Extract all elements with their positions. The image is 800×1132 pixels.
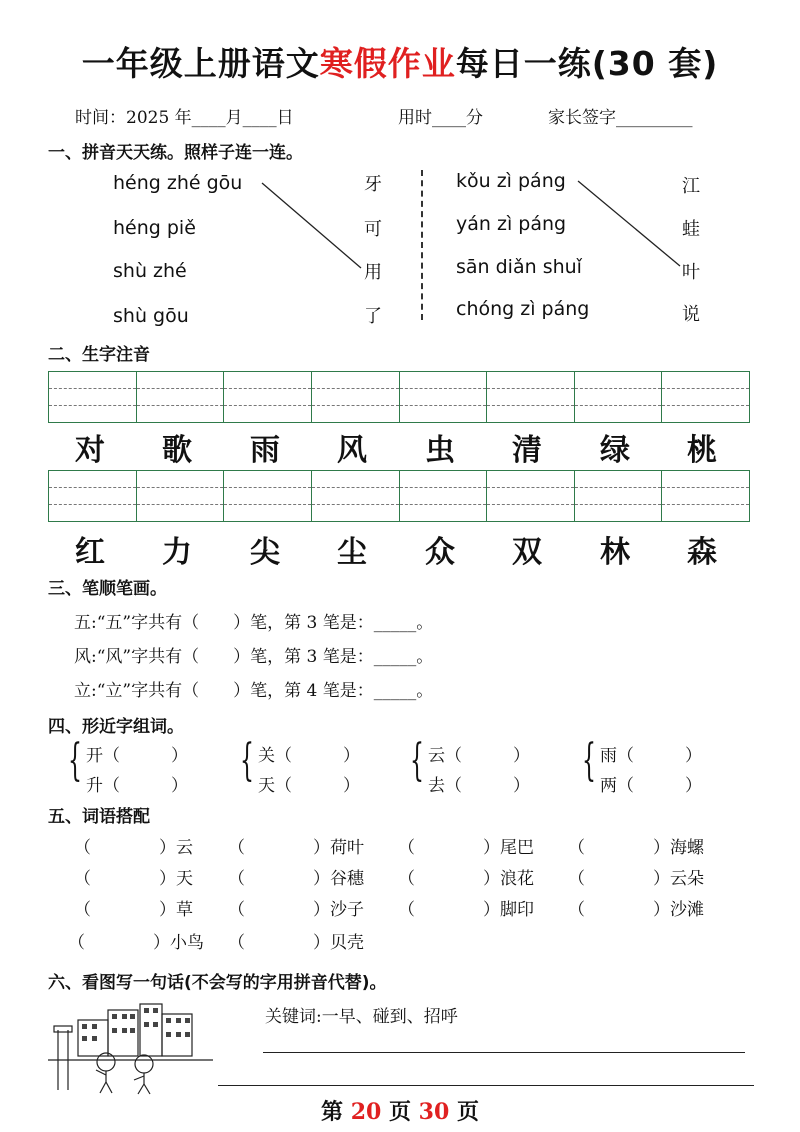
parent-sign-field[interactable]: 家长签字_________ [548,108,693,128]
right-char-1: 江 [682,176,700,197]
char-1-1: 对 [75,433,105,468]
pinyin-grid-2[interactable] [48,470,750,522]
match-2-1[interactable]: （ ）天 [74,869,193,889]
pinyin-cell[interactable] [312,372,400,422]
match-1-2[interactable]: （ ）荷叶 [228,838,364,858]
left-pinyin-4: shù gōu [113,305,189,327]
pair-2-top[interactable]: 关（ ） [258,746,360,766]
char-2-8: 森 [687,535,717,570]
match-3-3[interactable]: （ ）脚印 [398,900,534,920]
section5-heading: 五、词语搭配 [48,807,150,827]
pinyin-cell[interactable] [224,471,312,521]
left-pinyin-3: shù zhé [113,260,187,282]
pair-4-bottom[interactable]: 两（ ） [600,776,702,796]
char-2-3: 尖 [250,535,280,570]
current-page: 20 [350,1099,382,1125]
pinyin-cell[interactable] [224,372,312,422]
school-scene-illustration [48,1000,213,1095]
stroke-line-2[interactable]: 风:“风”字共有（ ）笔，第 3 笔是：_____。 [74,647,434,667]
match-2-2[interactable]: （ ）谷穗 [228,869,364,889]
stroke-line-3[interactable]: 立:“立”字共有（ ）笔，第 4 笔是：_____。 [74,681,434,701]
example-connectors [0,0,800,340]
total-pages: 30 [418,1099,450,1125]
stroke-line-1[interactable]: 五:“五”字共有（ ）笔，第 3 笔是：_____。 [74,613,434,633]
match-1-4[interactable]: （ ）海螺 [568,838,704,858]
keywords: 关键词:一早、碰到、招呼 [265,1007,458,1027]
char-2-5: 众 [425,535,455,570]
page-prefix: 第 [321,1099,344,1125]
char-2-7: 林 [600,535,630,570]
pair-1-top[interactable]: 开（ ） [86,746,188,766]
title-highlight: 寒假作业 [319,44,456,83]
match-1-3[interactable]: （ ）尾巴 [398,838,534,858]
brace-icon: { [240,735,254,786]
match-2-4[interactable]: （ ）云朵 [568,869,704,889]
match-4-2[interactable]: （ ）贝壳 [228,933,364,953]
char-1-4: 风 [337,433,367,468]
left-char-3: 用 [364,262,382,283]
match-4-1[interactable]: （ ）小鸟 [68,933,204,953]
char-2-2: 力 [162,535,192,570]
right-pinyin-4: chóng zì páng [456,298,590,320]
title-part1: 一年级上册语文 [81,44,320,83]
match-3-1[interactable]: （ ）草 [74,900,193,920]
pinyin-cell[interactable] [49,471,137,521]
pinyin-cell[interactable] [400,372,488,422]
right-char-2: 蛙 [682,219,700,240]
brace-icon: { [68,735,82,786]
page-number [0,1095,800,1126]
right-pinyin-1: kǒu zì páng [456,170,566,192]
section4-heading: 四、形近字组词。 [48,717,184,737]
left-char-4: 了 [364,306,382,327]
page-mid: 页 [388,1099,411,1125]
pinyin-cell[interactable] [400,471,488,521]
right-pinyin-2: yán zì páng [456,213,567,235]
example-line-left [262,183,361,268]
pair-2-bottom[interactable]: 天（ ） [258,776,360,796]
pinyin-cell[interactable] [487,372,575,422]
match-1-1[interactable]: （ ）云 [74,838,193,858]
section1-heading: 一、拼音天天练。照样子连一连。 [48,143,303,163]
pinyin-cell[interactable] [137,471,225,521]
char-1-2: 歌 [162,433,192,468]
char-2-1: 红 [75,535,105,570]
char-1-3: 雨 [250,433,280,468]
brace-icon: { [582,735,596,786]
char-1-5: 虫 [425,433,455,468]
pinyin-cell[interactable] [49,372,137,422]
left-pinyin-2: héng piě [113,217,196,239]
page-suffix: 页 [456,1099,479,1125]
pinyin-cell[interactable] [575,372,663,422]
left-pinyin-1: héng zhé gōu [113,172,243,194]
answer-line-1[interactable] [263,1052,745,1053]
char-2-6: 双 [512,535,542,570]
pinyin-cell[interactable] [662,471,749,521]
pinyin-cell[interactable] [487,471,575,521]
example-line-right [578,181,680,266]
pinyin-cell[interactable] [137,372,225,422]
section3-heading: 三、笔顺笔画。 [48,579,167,599]
match-3-2[interactable]: （ ）沙子 [228,900,364,920]
char-1-8: 桃 [687,433,717,468]
char-2-4: 尘 [337,535,367,570]
pinyin-cell[interactable] [575,471,663,521]
right-pinyin-3: sān diǎn shuǐ [456,256,582,278]
duration-field[interactable]: 用时____分 [398,108,483,128]
char-1-6: 清 [512,433,542,468]
pinyin-cell[interactable] [312,471,400,521]
pinyin-cell[interactable] [662,372,749,422]
char-1-7: 绿 [600,433,630,468]
section6-heading: 六、看图写一句话(不会写的字用拼音代替)。 [48,973,387,993]
pair-3-bottom[interactable]: 去（ ） [428,776,530,796]
match-3-4[interactable]: （ ）沙滩 [568,900,704,920]
pair-3-top[interactable]: 云（ ） [428,746,530,766]
section2-heading: 二、生字注音 [48,345,150,365]
brace-icon: { [410,735,424,786]
pair-1-bottom[interactable]: 升（ ） [86,776,188,796]
left-char-1: 牙 [364,174,382,195]
title-part2: 每日一练(30 套) [455,44,719,83]
pinyin-grid-1[interactable] [48,371,750,423]
right-char-4: 说 [682,304,700,325]
pair-4-top[interactable]: 雨（ ） [600,746,702,766]
left-char-2: 可 [364,219,382,240]
date-field[interactable]: 时间：2025 年____月____日 [75,108,294,128]
right-char-3: 叶 [682,262,700,283]
answer-line-2[interactable] [218,1085,754,1086]
match-2-3[interactable]: （ ）浪花 [398,869,534,889]
